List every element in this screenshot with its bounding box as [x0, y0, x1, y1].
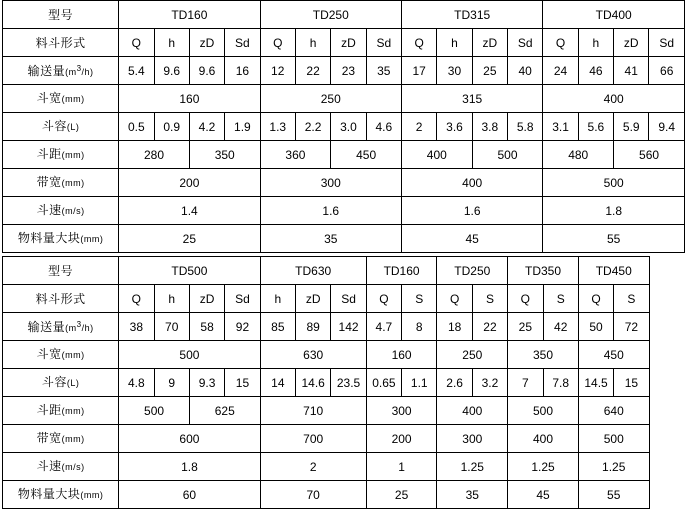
row-label-text: 型号 [48, 7, 74, 22]
data-cell: 14 [260, 369, 295, 397]
data-cell: 14.6 [296, 369, 331, 397]
data-cell: 35 [437, 481, 508, 509]
data-cell: Sd [331, 285, 366, 313]
data-cell: 9.6 [189, 57, 224, 85]
data-cell: 72 [614, 313, 649, 341]
table-row [3, 313, 685, 341]
data-cell: 1.8 [119, 453, 260, 481]
data-cell: 160 [119, 85, 260, 113]
row-label-text: 斗速 [36, 203, 62, 217]
model-cell: TD400 [543, 1, 685, 29]
data-cell: Q [260, 29, 295, 57]
data-cell: 1.25 [437, 453, 508, 481]
table-row [3, 113, 685, 141]
data-cell: 300 [260, 169, 401, 197]
data-cell: 1.4 [119, 197, 260, 225]
data-cell: 85 [260, 313, 295, 341]
row-label-text: 带宽 [36, 431, 62, 445]
bucket-volume-row-label [3, 369, 119, 397]
data-cell: 560 [614, 141, 685, 169]
row-label-unit: (m3/h) [65, 320, 94, 333]
data-cell: 50 [578, 313, 613, 341]
table-row [3, 85, 685, 113]
data-cell: 9.3 [189, 369, 224, 397]
data-cell: 500 [543, 169, 685, 197]
bucket-type-row-label [3, 285, 119, 313]
row-label-text: 料斗形式 [35, 291, 86, 306]
model-row-label [3, 1, 119, 29]
bucket-pitch-row-label [3, 397, 119, 425]
row-label-unit: (mm) [61, 178, 85, 188]
data-cell: 630 [260, 341, 366, 369]
data-cell: 18 [437, 313, 472, 341]
row-label-text: 料斗形式 [35, 35, 86, 50]
data-cell: 7.8 [543, 369, 578, 397]
data-cell: 70 [260, 481, 366, 509]
data-cell: 1.8 [543, 197, 685, 225]
table-row [3, 341, 685, 369]
data-cell: 640 [578, 397, 649, 425]
data-cell: 15 [225, 369, 260, 397]
data-cell: 5.8 [508, 113, 543, 141]
bucket-speed-row-label [3, 453, 119, 481]
data-cell: Sd [649, 29, 685, 57]
bucket-type-row-label [3, 29, 119, 57]
data-cell: h [578, 29, 613, 57]
data-cell: Q [508, 285, 543, 313]
spec-table-bottom-body [3, 257, 685, 509]
data-cell: 45 [401, 225, 542, 253]
data-cell: 400 [508, 425, 579, 453]
data-cell: zD [472, 29, 507, 57]
row-label-text: 斗速 [36, 459, 62, 473]
row-label-text: 斗距 [36, 403, 62, 417]
bucket-width-row-label [3, 85, 119, 113]
data-cell: 5.9 [614, 113, 649, 141]
data-cell: 23 [331, 57, 366, 85]
data-cell: 500 [578, 425, 649, 453]
data-cell: Q [119, 29, 154, 57]
table-row [3, 169, 685, 197]
data-cell: 400 [401, 141, 472, 169]
bucket-pitch-row-label [3, 141, 119, 169]
data-cell: 7 [508, 369, 543, 397]
data-cell: 5.6 [578, 113, 613, 141]
data-cell: Sd [225, 285, 260, 313]
model-cell: TD500 [119, 257, 260, 285]
data-cell: 480 [543, 141, 614, 169]
data-cell: Q [578, 285, 613, 313]
data-cell: 23.5 [331, 369, 366, 397]
data-cell: Sd [366, 29, 401, 57]
data-cell: 30 [437, 57, 472, 85]
data-cell: 3.8 [472, 113, 507, 141]
data-cell: 9.6 [154, 57, 189, 85]
data-cell: 14.5 [578, 369, 613, 397]
table-row [3, 285, 685, 313]
data-cell: 5.4 [119, 57, 154, 85]
data-cell: zD [614, 29, 649, 57]
data-cell: 0.65 [366, 369, 401, 397]
data-cell: 42 [543, 313, 578, 341]
model-cell: TD250 [437, 257, 508, 285]
data-cell: 4.7 [366, 313, 401, 341]
data-cell: 500 [508, 397, 579, 425]
data-cell: 0.5 [119, 113, 154, 141]
data-cell: 2 [260, 453, 366, 481]
data-cell: h [295, 29, 330, 57]
table-row [3, 57, 685, 85]
data-cell: 92 [225, 313, 260, 341]
data-cell: 400 [401, 169, 542, 197]
data-cell: 12 [260, 57, 295, 85]
row-label-unit: (mm) [61, 350, 85, 360]
data-cell: 1.6 [260, 197, 401, 225]
model-cell: TD450 [578, 257, 649, 285]
table-row [3, 369, 685, 397]
data-cell: h [154, 285, 189, 313]
data-cell: Q [366, 285, 401, 313]
data-cell: 8 [402, 313, 437, 341]
row-label-text: 型号 [48, 263, 74, 278]
row-label-unit: (mm) [80, 234, 104, 244]
data-cell: 46 [578, 57, 613, 85]
row-label-unit: (mm) [61, 406, 85, 416]
data-cell: S [614, 285, 649, 313]
belt-width-row-label [3, 425, 119, 453]
data-cell: 315 [401, 85, 542, 113]
data-cell: 3.0 [331, 113, 366, 141]
table-row [3, 453, 685, 481]
bucket-width-row-label [3, 341, 119, 369]
data-cell: 400 [437, 397, 508, 425]
data-cell: 200 [366, 425, 437, 453]
data-cell: 1.6 [401, 197, 542, 225]
data-cell: 40 [508, 57, 543, 85]
row-label-unit: (mm) [61, 94, 85, 104]
data-cell: 9.4 [649, 113, 685, 141]
data-cell: zD [331, 29, 366, 57]
data-cell: 25 [472, 57, 507, 85]
data-cell: 400 [543, 85, 685, 113]
data-cell: 250 [260, 85, 401, 113]
data-cell: 160 [366, 341, 437, 369]
row-label-text: 输送量 [27, 320, 66, 334]
max-lump-row-label [3, 225, 119, 253]
row-label-text: 物料量大块 [17, 487, 81, 501]
row-label-text: 斗宽 [36, 91, 62, 105]
data-cell: 710 [260, 397, 366, 425]
data-cell: 45 [508, 481, 579, 509]
data-cell: h [260, 285, 295, 313]
data-cell: Q [543, 29, 578, 57]
data-cell: 25 [119, 225, 260, 253]
data-cell: 89 [296, 313, 331, 341]
spec-table-top-body [3, 1, 685, 253]
table-row [3, 481, 685, 509]
row-label-unit: (m/s) [61, 462, 85, 472]
data-cell: 350 [189, 141, 260, 169]
bucket-volume-row-label [3, 113, 119, 141]
spec-table-top [2, 0, 685, 253]
data-cell: zD [189, 285, 224, 313]
table-row [3, 397, 685, 425]
row-label-text: 斗容 [41, 375, 67, 389]
data-cell: 1.9 [225, 113, 260, 141]
data-cell: 360 [260, 141, 331, 169]
table-row [3, 257, 685, 285]
data-cell: 1.25 [578, 453, 649, 481]
data-cell: 2.2 [295, 113, 330, 141]
data-cell: 3.1 [543, 113, 578, 141]
data-cell: 350 [508, 341, 579, 369]
data-cell: Q [401, 29, 436, 57]
data-cell: S [472, 285, 507, 313]
data-cell: 450 [331, 141, 402, 169]
data-cell: 0.9 [154, 113, 189, 141]
data-cell: 35 [260, 225, 401, 253]
data-cell: h [437, 29, 472, 57]
data-cell: 3.2 [472, 369, 507, 397]
data-cell: 1.3 [260, 113, 295, 141]
data-cell: 200 [119, 169, 260, 197]
table-row [3, 141, 685, 169]
data-cell: 500 [472, 141, 543, 169]
data-cell: 15 [614, 369, 649, 397]
data-cell: 66 [649, 57, 685, 85]
data-cell: 4.6 [366, 113, 401, 141]
data-cell: 250 [437, 341, 508, 369]
spec-table-bottom [2, 256, 685, 509]
model-cell: TD160 [119, 1, 260, 29]
data-cell: 16 [225, 57, 260, 85]
data-cell: Sd [508, 29, 543, 57]
belt-width-row-label [3, 169, 119, 197]
data-cell: 300 [366, 397, 437, 425]
data-cell: 2 [401, 113, 436, 141]
data-cell: 500 [119, 397, 190, 425]
row-label-text: 斗距 [36, 147, 62, 161]
row-label-text: 斗宽 [36, 347, 62, 361]
model-cell: TD630 [260, 257, 366, 285]
data-cell: 600 [119, 425, 260, 453]
model-cell: TD250 [260, 1, 401, 29]
data-cell: h [154, 29, 189, 57]
model-row-label [3, 257, 119, 285]
data-cell: 55 [543, 225, 685, 253]
data-cell: Q [437, 285, 472, 313]
row-label-text: 带宽 [36, 175, 62, 189]
model-cell: TD315 [401, 1, 542, 29]
data-cell: 142 [331, 313, 366, 341]
data-cell: 1.1 [402, 369, 437, 397]
row-label-unit: (mm) [80, 490, 104, 500]
row-label-unit: (L) [66, 122, 80, 132]
data-cell: 1.25 [508, 453, 579, 481]
data-cell: 500 [119, 341, 260, 369]
data-cell: Q [119, 285, 154, 313]
data-cell: 2.6 [437, 369, 472, 397]
table-row [3, 225, 685, 253]
data-cell: S [402, 285, 437, 313]
capacity-row-label [3, 313, 119, 341]
model-cell: TD350 [508, 257, 579, 285]
data-cell: 4.2 [189, 113, 224, 141]
table-row [3, 197, 685, 225]
table-row [3, 425, 685, 453]
data-cell: 17 [401, 57, 436, 85]
data-cell: 60 [119, 481, 260, 509]
data-cell: 1 [366, 453, 437, 481]
data-cell: 22 [295, 57, 330, 85]
table-row [3, 1, 685, 29]
data-cell: 58 [189, 313, 224, 341]
data-cell: 35 [366, 57, 401, 85]
data-cell: 25 [366, 481, 437, 509]
data-cell: 4.8 [119, 369, 154, 397]
data-cell: zD [296, 285, 331, 313]
row-label-unit: (m/s) [61, 206, 85, 216]
row-label-unit: (mm) [61, 434, 85, 444]
data-cell: 41 [614, 57, 649, 85]
row-label-unit: (m3/h) [65, 64, 94, 77]
row-label-text: 输送量 [27, 64, 66, 78]
data-cell: 450 [578, 341, 649, 369]
model-cell: TD160 [366, 257, 437, 285]
max-lump-row-label [3, 481, 119, 509]
data-cell: 38 [119, 313, 154, 341]
data-cell: Sd [225, 29, 260, 57]
data-cell: 22 [472, 313, 507, 341]
data-cell: zD [189, 29, 224, 57]
data-cell: 280 [119, 141, 190, 169]
data-cell: S [543, 285, 578, 313]
bucket-speed-row-label [3, 197, 119, 225]
data-cell: 700 [260, 425, 366, 453]
table-row [3, 29, 685, 57]
data-cell: 625 [189, 397, 260, 425]
row-label-text: 斗容 [41, 119, 67, 133]
capacity-row-label [3, 57, 119, 85]
data-cell: 3.6 [437, 113, 472, 141]
data-cell: 25 [508, 313, 543, 341]
row-label-unit: (mm) [61, 150, 85, 160]
data-cell: 300 [437, 425, 508, 453]
row-label-text: 物料量大块 [17, 231, 81, 245]
data-cell: 70 [154, 313, 189, 341]
data-cell: 9 [154, 369, 189, 397]
row-label-unit: (L) [66, 378, 80, 388]
data-cell: 24 [543, 57, 578, 85]
data-cell: 55 [578, 481, 649, 509]
